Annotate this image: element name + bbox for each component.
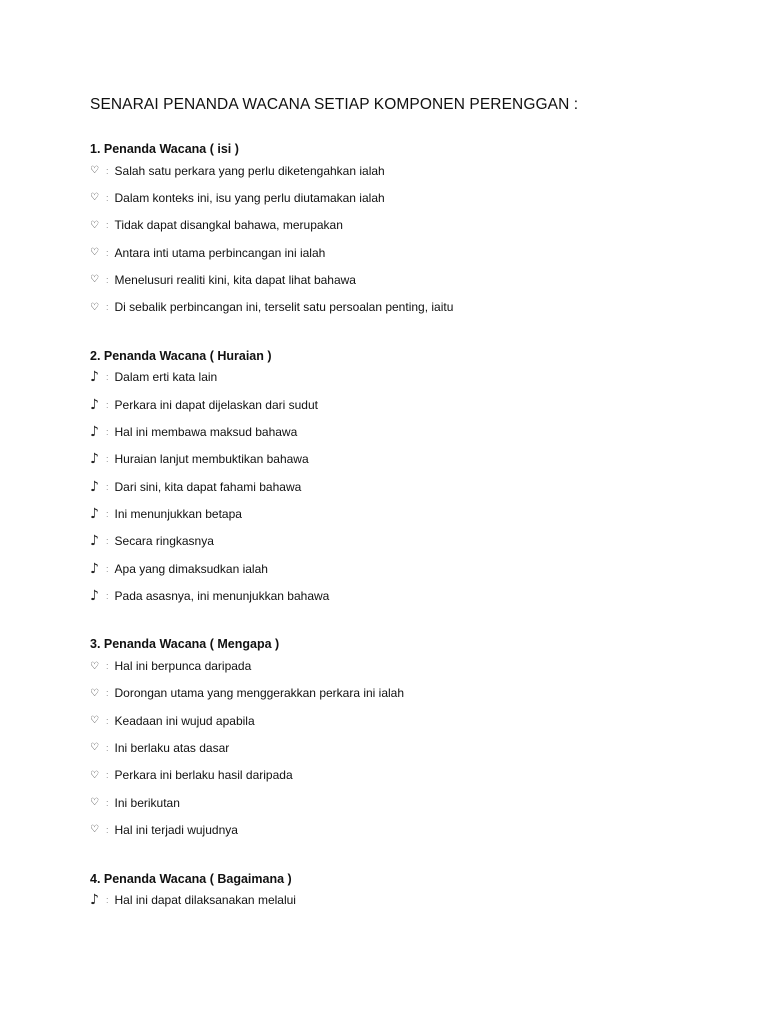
- section-2: [90, 347, 730, 610]
- separator-colon: :: [106, 824, 109, 835]
- list-item: [90, 184, 730, 211]
- list-item-text: Di sebalik perbincangan ini, terselit satu persoalan penting, iaitu: [114, 300, 454, 315]
- list-item: [90, 500, 730, 527]
- list-item: [90, 555, 730, 582]
- list-item-text: Menelusuri realiti kini, kita dapat lihat bahawa: [114, 272, 356, 287]
- music-note-icon: ♪: [90, 478, 99, 495]
- section-3: [90, 635, 730, 843]
- list-item-text: Dari sini, kita dapat fahami bahawa: [114, 479, 302, 494]
- heart-outline-icon: ♡: [90, 192, 99, 204]
- section-heading: 2. Penanda Wacana ( Huraian ): [90, 348, 272, 363]
- list-item: [90, 789, 730, 816]
- music-note-icon: ♪: [90, 424, 99, 441]
- section-heading: 4. Penanda Wacana ( Bagaimana ): [90, 871, 292, 886]
- list-item: [90, 473, 730, 500]
- section-heading: 3. Penanda Wacana ( Mengapa ): [90, 637, 280, 652]
- list-item: [90, 157, 730, 184]
- heart-outline-icon: ♡: [90, 742, 99, 754]
- list-item: [90, 293, 730, 320]
- list-item: [90, 652, 730, 679]
- list-item-text: Huraian lanjut membuktikan bahawa: [114, 452, 309, 467]
- section-4: [90, 870, 730, 914]
- list-item: [90, 418, 730, 445]
- list-item-text: Perkara ini dapat dijelaskan dari sudut: [114, 397, 318, 412]
- separator-colon: :: [106, 797, 109, 808]
- heart-outline-icon: ♡: [90, 301, 99, 313]
- list-item: [90, 707, 730, 734]
- list-item-text: Salah satu perkara yang perlu diketengahkan ialah: [114, 163, 385, 178]
- music-note-icon: ♪: [90, 560, 99, 577]
- separator-colon: :: [106, 372, 109, 383]
- music-note-icon: ♪: [90, 533, 99, 550]
- list-item: [90, 816, 730, 843]
- section-heading: 1. Penanda Wacana ( isi ): [90, 142, 239, 156]
- separator-colon: :: [106, 688, 109, 699]
- list-item-text: Tidak dapat disangkal bahawa, merupakan: [114, 218, 343, 233]
- list-item-text: Dalam erti kata lain: [114, 370, 218, 385]
- heart-outline-icon: ♡: [90, 824, 99, 836]
- separator-colon: :: [106, 247, 109, 258]
- section-list: [90, 652, 730, 843]
- sections-container: [90, 140, 730, 914]
- separator-colon: :: [106, 715, 109, 726]
- separator-colon: :: [106, 770, 109, 781]
- list-item-text: Antara inti utama perbincangan ini ialah: [114, 245, 326, 260]
- separator-colon: :: [106, 192, 109, 203]
- separator-colon: :: [106, 895, 109, 906]
- separator-colon: :: [106, 508, 109, 519]
- separator-colon: :: [106, 274, 109, 285]
- list-item-text: Hal ini terjadi wujudnya: [114, 822, 238, 837]
- list-item-text: Hal ini dapat dilaksanakan melalui: [114, 893, 296, 908]
- separator-colon: :: [106, 536, 109, 547]
- list-item-text: Keadaan ini wujud apabila: [114, 713, 255, 728]
- separator-colon: :: [106, 481, 109, 492]
- list-item-text: Secara ringkasnya: [114, 534, 214, 549]
- list-item: [90, 364, 730, 391]
- heart-outline-icon: ♡: [90, 687, 99, 699]
- separator-colon: :: [106, 563, 109, 574]
- separator-colon: :: [106, 454, 109, 465]
- heart-outline-icon: ♡: [90, 274, 99, 286]
- separator-colon: :: [106, 302, 109, 313]
- list-item: [90, 887, 730, 914]
- music-note-icon: ♪: [90, 587, 99, 604]
- list-item: [90, 528, 730, 555]
- list-item-text: Dalam konteks ini, isu yang perlu diutamakan ialah: [114, 190, 385, 205]
- music-note-icon: ♪: [90, 396, 99, 413]
- separator-colon: :: [106, 220, 109, 231]
- section-list: [90, 887, 730, 914]
- music-note-icon: ♪: [90, 892, 99, 909]
- list-item-text: Pada asasnya, ini menunjukkan bahawa: [114, 588, 330, 603]
- document-title: SENARAI PENANDA WACANA SETIAP KOMPONEN PERENGGAN :: [90, 96, 579, 113]
- heart-outline-icon: ♡: [90, 247, 99, 259]
- separator-colon: :: [106, 399, 109, 410]
- list-item-text: Perkara ini berlaku hasil daripada: [114, 768, 293, 783]
- separator-colon: :: [106, 427, 109, 438]
- list-item-text: Ini berikutan: [114, 795, 180, 810]
- list-item-text: Hal ini membawa maksud bahawa: [114, 425, 298, 440]
- list-item: [90, 212, 730, 239]
- section-list: [90, 157, 730, 321]
- music-note-icon: ♪: [90, 451, 99, 468]
- list-item: [90, 582, 730, 609]
- separator-colon: :: [106, 661, 109, 672]
- heart-outline-icon: ♡: [90, 769, 99, 781]
- list-item-text: Hal ini berpunca daripada: [114, 659, 252, 674]
- section-1: [90, 140, 730, 321]
- heart-outline-icon: ♡: [90, 797, 99, 809]
- heart-outline-icon: ♡: [90, 715, 99, 727]
- list-item-text: Dorongan utama yang menggerakkan perkara ini ialah: [114, 686, 405, 701]
- list-item: [90, 266, 730, 293]
- document-page: [90, 94, 730, 914]
- list-item-text: Ini berlaku atas dasar: [114, 740, 230, 755]
- list-item-text: Ini menunjukkan betapa: [114, 506, 242, 521]
- separator-colon: :: [106, 590, 109, 601]
- list-item-text: Apa yang dimaksudkan ialah: [114, 561, 268, 576]
- heart-outline-icon: ♡: [90, 219, 99, 231]
- music-note-icon: ♪: [90, 505, 99, 522]
- list-item: [90, 446, 730, 473]
- list-item: [90, 391, 730, 418]
- separator-colon: :: [106, 742, 109, 753]
- list-item: [90, 239, 730, 266]
- music-note-icon: ♪: [90, 369, 99, 386]
- list-item: [90, 734, 730, 761]
- section-list: [90, 364, 730, 610]
- heart-outline-icon: ♡: [90, 165, 99, 177]
- list-item: [90, 680, 730, 707]
- list-item: [90, 762, 730, 789]
- separator-colon: :: [106, 165, 109, 176]
- heart-outline-icon: ♡: [90, 660, 99, 672]
